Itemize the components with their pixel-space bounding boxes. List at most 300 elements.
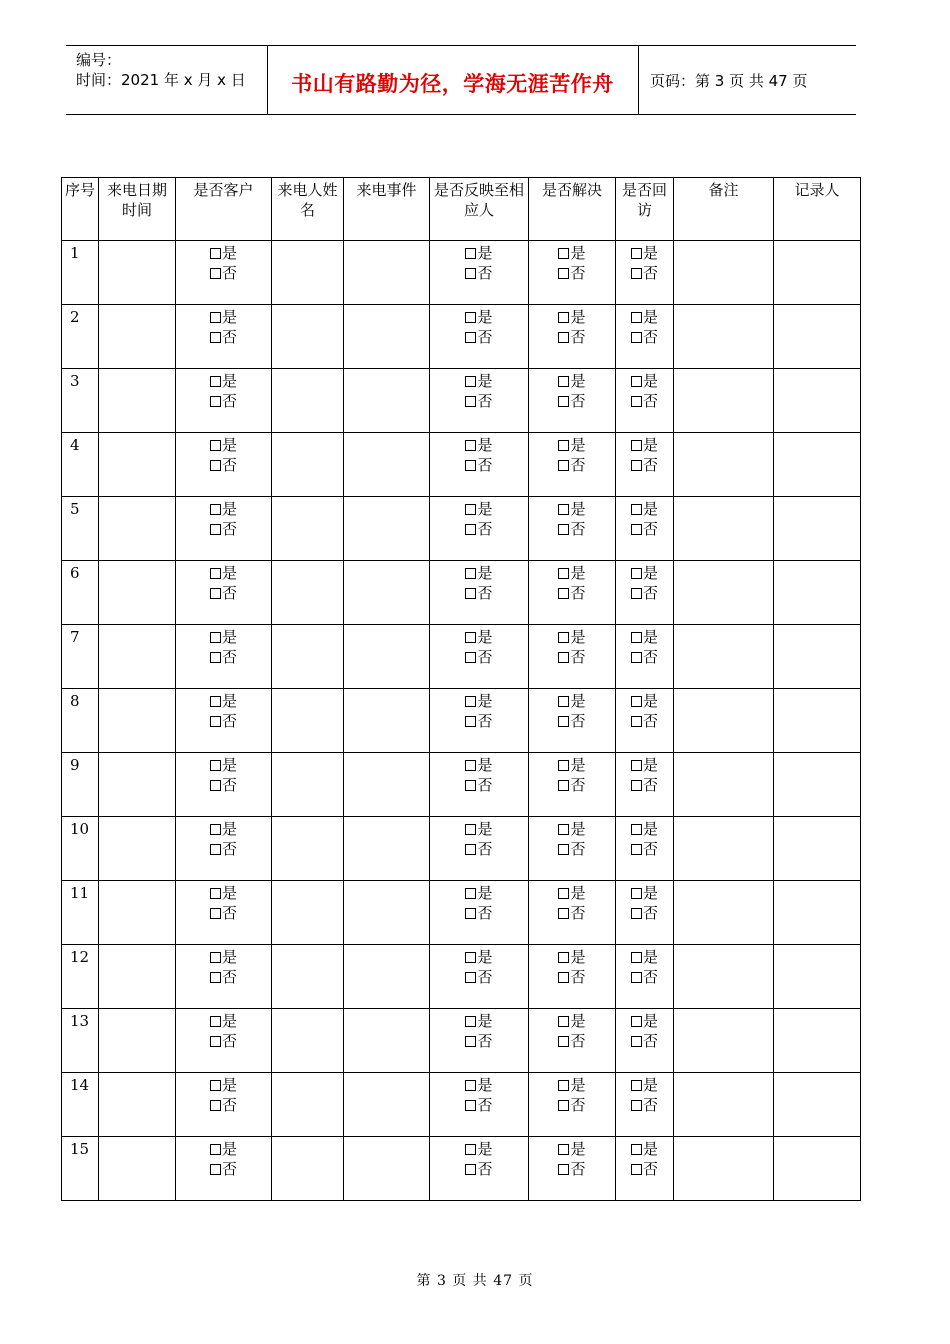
checkbox-icon[interactable] — [465, 716, 476, 727]
checkbox-icon[interactable] — [210, 952, 221, 963]
recorder-cell[interactable] — [774, 945, 861, 1009]
checkbox-icon[interactable] — [631, 460, 642, 471]
resolved-cell-option-no[interactable] — [533, 775, 611, 795]
datetime-cell[interactable] — [99, 433, 176, 497]
checkbox-icon[interactable] — [558, 696, 569, 707]
checkbox-icon[interactable] — [210, 1144, 221, 1155]
checkbox-icon[interactable] — [210, 1164, 221, 1175]
call-event-cell[interactable] — [344, 753, 430, 817]
reported-cell-option-no[interactable] — [434, 711, 524, 731]
caller-name-cell[interactable] — [272, 241, 344, 305]
call-event-cell[interactable] — [344, 1137, 430, 1201]
checkbox-icon[interactable] — [210, 568, 221, 579]
is-customer-cell-option-no[interactable] — [180, 775, 267, 795]
checkbox-icon[interactable] — [631, 312, 642, 323]
notes-cell[interactable] — [674, 625, 774, 689]
checkbox-icon[interactable] — [558, 716, 569, 727]
resolved-cell-option-no[interactable] — [533, 263, 611, 283]
checkbox-icon[interactable] — [210, 504, 221, 515]
checkbox-icon[interactable] — [558, 1036, 569, 1047]
checkbox-icon[interactable] — [465, 588, 476, 599]
reported-cell-option-no[interactable] — [434, 839, 524, 859]
resolved-cell-option-no[interactable] — [533, 327, 611, 347]
notes-cell[interactable] — [674, 881, 774, 945]
checkbox-icon[interactable] — [465, 376, 476, 387]
caller-name-cell[interactable] — [272, 817, 344, 881]
revisited-cell-option-yes[interactable] — [620, 243, 669, 263]
revisited-cell-option-no[interactable] — [620, 839, 669, 859]
revisited-cell-option-no[interactable] — [620, 711, 669, 731]
reported-cell-option-yes[interactable] — [434, 819, 524, 839]
checkbox-icon[interactable] — [631, 588, 642, 599]
is-customer-cell-option-no[interactable] — [180, 263, 267, 283]
checkbox-icon[interactable] — [631, 824, 642, 835]
checkbox-icon[interactable] — [631, 376, 642, 387]
reported-cell-option-yes[interactable] — [434, 1139, 524, 1159]
resolved-cell-option-no[interactable] — [533, 1159, 611, 1179]
checkbox-icon[interactable] — [558, 568, 569, 579]
revisited-cell-option-no[interactable] — [620, 647, 669, 667]
resolved-cell-option-no[interactable] — [533, 903, 611, 923]
checkbox-icon[interactable] — [558, 588, 569, 599]
checkbox-icon[interactable] — [210, 460, 221, 471]
caller-name-cell[interactable] — [272, 625, 344, 689]
reported-cell-option-yes[interactable] — [434, 947, 524, 967]
checkbox-icon[interactable] — [465, 696, 476, 707]
datetime-cell[interactable] — [99, 753, 176, 817]
checkbox-icon[interactable] — [465, 760, 476, 771]
reported-cell-option-no[interactable] — [434, 1031, 524, 1051]
is-customer-cell-option-yes[interactable] — [180, 883, 267, 903]
resolved-cell-option-yes[interactable] — [533, 1139, 611, 1159]
checkbox-icon[interactable] — [465, 952, 476, 963]
is-customer-cell-option-yes[interactable] — [180, 243, 267, 263]
is-customer-cell-option-no[interactable] — [180, 455, 267, 475]
is-customer-cell-option-no[interactable] — [180, 903, 267, 923]
recorder-cell[interactable] — [774, 1009, 861, 1073]
is-customer-cell-option-no[interactable] — [180, 967, 267, 987]
checkbox-icon[interactable] — [631, 396, 642, 407]
checkbox-icon[interactable] — [631, 972, 642, 983]
notes-cell[interactable] — [674, 945, 774, 1009]
checkbox-icon[interactable] — [465, 1144, 476, 1155]
resolved-cell-option-yes[interactable] — [533, 627, 611, 647]
revisited-cell-option-no[interactable] — [620, 327, 669, 347]
checkbox-icon[interactable] — [558, 652, 569, 663]
recorder-cell[interactable] — [774, 625, 861, 689]
checkbox-icon[interactable] — [631, 524, 642, 535]
checkbox-icon[interactable] — [631, 952, 642, 963]
checkbox-icon[interactable] — [465, 888, 476, 899]
checkbox-icon[interactable] — [631, 716, 642, 727]
checkbox-icon[interactable] — [210, 632, 221, 643]
notes-cell[interactable] — [674, 1073, 774, 1137]
checkbox-icon[interactable] — [210, 716, 221, 727]
checkbox-icon[interactable] — [558, 460, 569, 471]
revisited-cell-option-no[interactable] — [620, 1159, 669, 1179]
checkbox-icon[interactable] — [558, 972, 569, 983]
reported-cell-option-no[interactable] — [434, 1095, 524, 1115]
datetime-cell[interactable] — [99, 369, 176, 433]
reported-cell-option-no[interactable] — [434, 1159, 524, 1179]
checkbox-icon[interactable] — [210, 524, 221, 535]
datetime-cell[interactable] — [99, 241, 176, 305]
checkbox-icon[interactable] — [558, 332, 569, 343]
checkbox-icon[interactable] — [465, 972, 476, 983]
reported-cell-option-yes[interactable] — [434, 1075, 524, 1095]
is-customer-cell-option-yes[interactable] — [180, 499, 267, 519]
revisited-cell-option-no[interactable] — [620, 583, 669, 603]
notes-cell[interactable] — [674, 1137, 774, 1201]
caller-name-cell[interactable] — [272, 1009, 344, 1073]
datetime-cell[interactable] — [99, 1009, 176, 1073]
datetime-cell[interactable] — [99, 1137, 176, 1201]
checkbox-icon[interactable] — [631, 652, 642, 663]
checkbox-icon[interactable] — [465, 780, 476, 791]
caller-name-cell[interactable] — [272, 881, 344, 945]
caller-name-cell[interactable] — [272, 561, 344, 625]
checkbox-icon[interactable] — [558, 1080, 569, 1091]
revisited-cell-option-no[interactable] — [620, 455, 669, 475]
resolved-cell-option-no[interactable] — [533, 967, 611, 987]
checkbox-icon[interactable] — [465, 440, 476, 451]
checkbox-icon[interactable] — [210, 332, 221, 343]
revisited-cell-option-no[interactable] — [620, 1095, 669, 1115]
caller-name-cell[interactable] — [272, 369, 344, 433]
revisited-cell-option-yes[interactable] — [620, 755, 669, 775]
resolved-cell-option-yes[interactable] — [533, 1011, 611, 1031]
checkbox-icon[interactable] — [465, 312, 476, 323]
checkbox-icon[interactable] — [465, 844, 476, 855]
revisited-cell-option-no[interactable] — [620, 519, 669, 539]
checkbox-icon[interactable] — [465, 248, 476, 259]
caller-name-cell[interactable] — [272, 689, 344, 753]
datetime-cell[interactable] — [99, 817, 176, 881]
resolved-cell-option-no[interactable] — [533, 583, 611, 603]
caller-name-cell[interactable] — [272, 945, 344, 1009]
reported-cell-option-no[interactable] — [434, 775, 524, 795]
recorder-cell[interactable] — [774, 817, 861, 881]
resolved-cell-option-yes[interactable] — [533, 307, 611, 327]
is-customer-cell-option-yes[interactable] — [180, 627, 267, 647]
datetime-cell[interactable] — [99, 945, 176, 1009]
checkbox-icon[interactable] — [558, 1144, 569, 1155]
checkbox-icon[interactable] — [558, 824, 569, 835]
revisited-cell-option-no[interactable] — [620, 967, 669, 987]
checkbox-icon[interactable] — [558, 504, 569, 515]
call-event-cell[interactable] — [344, 1009, 430, 1073]
call-event-cell[interactable] — [344, 1073, 430, 1137]
checkbox-icon[interactable] — [558, 268, 569, 279]
checkbox-icon[interactable] — [210, 844, 221, 855]
resolved-cell-option-yes[interactable] — [533, 499, 611, 519]
call-event-cell[interactable] — [344, 625, 430, 689]
reported-cell-option-yes[interactable] — [434, 307, 524, 327]
checkbox-icon[interactable] — [558, 312, 569, 323]
resolved-cell-option-yes[interactable] — [533, 883, 611, 903]
call-event-cell[interactable] — [344, 945, 430, 1009]
call-event-cell[interactable] — [344, 369, 430, 433]
is-customer-cell-option-yes[interactable] — [180, 1011, 267, 1031]
recorder-cell[interactable] — [774, 689, 861, 753]
reported-cell-option-yes[interactable] — [434, 435, 524, 455]
datetime-cell[interactable] — [99, 881, 176, 945]
checkbox-icon[interactable] — [210, 1016, 221, 1027]
notes-cell[interactable] — [674, 689, 774, 753]
is-customer-cell-option-yes[interactable] — [180, 755, 267, 775]
checkbox-icon[interactable] — [631, 908, 642, 919]
checkbox-icon[interactable] — [210, 652, 221, 663]
resolved-cell-option-yes[interactable] — [533, 819, 611, 839]
recorder-cell[interactable] — [774, 753, 861, 817]
checkbox-icon[interactable] — [631, 1144, 642, 1155]
revisited-cell-option-yes[interactable] — [620, 627, 669, 647]
recorder-cell[interactable] — [774, 561, 861, 625]
is-customer-cell-option-yes[interactable] — [180, 819, 267, 839]
revisited-cell-option-no[interactable] — [620, 391, 669, 411]
resolved-cell-option-no[interactable] — [533, 455, 611, 475]
notes-cell[interactable] — [674, 305, 774, 369]
resolved-cell-option-no[interactable] — [533, 647, 611, 667]
checkbox-icon[interactable] — [631, 568, 642, 579]
checkbox-icon[interactable] — [465, 504, 476, 515]
is-customer-cell-option-no[interactable] — [180, 1031, 267, 1051]
is-customer-cell-option-yes[interactable] — [180, 563, 267, 583]
revisited-cell-option-yes[interactable] — [620, 435, 669, 455]
notes-cell[interactable] — [674, 817, 774, 881]
checkbox-icon[interactable] — [558, 760, 569, 771]
reported-cell-option-yes[interactable] — [434, 243, 524, 263]
checkbox-icon[interactable] — [558, 376, 569, 387]
recorder-cell[interactable] — [774, 305, 861, 369]
checkbox-icon[interactable] — [465, 396, 476, 407]
is-customer-cell-option-no[interactable] — [180, 327, 267, 347]
checkbox-icon[interactable] — [210, 780, 221, 791]
caller-name-cell[interactable] — [272, 305, 344, 369]
is-customer-cell-option-yes[interactable] — [180, 1139, 267, 1159]
checkbox-icon[interactable] — [465, 908, 476, 919]
resolved-cell-option-yes[interactable] — [533, 947, 611, 967]
checkbox-icon[interactable] — [210, 396, 221, 407]
is-customer-cell-option-yes[interactable] — [180, 691, 267, 711]
checkbox-icon[interactable] — [558, 632, 569, 643]
checkbox-icon[interactable] — [465, 1100, 476, 1111]
checkbox-icon[interactable] — [210, 696, 221, 707]
notes-cell[interactable] — [674, 497, 774, 561]
reported-cell-option-no[interactable] — [434, 903, 524, 923]
reported-cell-option-yes[interactable] — [434, 563, 524, 583]
checkbox-icon[interactable] — [210, 312, 221, 323]
notes-cell[interactable] — [674, 1009, 774, 1073]
checkbox-icon[interactable] — [631, 268, 642, 279]
revisited-cell-option-no[interactable] — [620, 1031, 669, 1051]
resolved-cell-option-yes[interactable] — [533, 1075, 611, 1095]
checkbox-icon[interactable] — [465, 632, 476, 643]
checkbox-icon[interactable] — [210, 888, 221, 899]
revisited-cell-option-no[interactable] — [620, 903, 669, 923]
checkbox-icon[interactable] — [631, 696, 642, 707]
resolved-cell-option-no[interactable] — [533, 1095, 611, 1115]
checkbox-icon[interactable] — [465, 1016, 476, 1027]
reported-cell-option-yes[interactable] — [434, 755, 524, 775]
resolved-cell-option-yes[interactable] — [533, 243, 611, 263]
call-event-cell[interactable] — [344, 689, 430, 753]
resolved-cell-option-no[interactable] — [533, 839, 611, 859]
resolved-cell-option-no[interactable] — [533, 391, 611, 411]
notes-cell[interactable] — [674, 753, 774, 817]
resolved-cell-option-yes[interactable] — [533, 371, 611, 391]
checkbox-icon[interactable] — [210, 1036, 221, 1047]
checkbox-icon[interactable] — [210, 824, 221, 835]
caller-name-cell[interactable] — [272, 433, 344, 497]
checkbox-icon[interactable] — [210, 1080, 221, 1091]
notes-cell[interactable] — [674, 561, 774, 625]
revisited-cell-option-yes[interactable] — [620, 371, 669, 391]
recorder-cell[interactable] — [774, 433, 861, 497]
reported-cell-option-yes[interactable] — [434, 1011, 524, 1031]
resolved-cell-option-no[interactable] — [533, 519, 611, 539]
checkbox-icon[interactable] — [631, 780, 642, 791]
revisited-cell-option-yes[interactable] — [620, 1011, 669, 1031]
checkbox-icon[interactable] — [210, 248, 221, 259]
caller-name-cell[interactable] — [272, 497, 344, 561]
is-customer-cell-option-yes[interactable] — [180, 435, 267, 455]
call-event-cell[interactable] — [344, 433, 430, 497]
datetime-cell[interactable] — [99, 625, 176, 689]
reported-cell-option-yes[interactable] — [434, 499, 524, 519]
resolved-cell-option-no[interactable] — [533, 1031, 611, 1051]
recorder-cell[interactable] — [774, 241, 861, 305]
checkbox-icon[interactable] — [465, 1164, 476, 1175]
notes-cell[interactable] — [674, 433, 774, 497]
revisited-cell-option-yes[interactable] — [620, 307, 669, 327]
checkbox-icon[interactable] — [631, 440, 642, 451]
checkbox-icon[interactable] — [631, 504, 642, 515]
is-customer-cell-option-yes[interactable] — [180, 947, 267, 967]
datetime-cell[interactable] — [99, 561, 176, 625]
checkbox-icon[interactable] — [558, 780, 569, 791]
call-event-cell[interactable] — [344, 817, 430, 881]
reported-cell-option-yes[interactable] — [434, 691, 524, 711]
recorder-cell[interactable] — [774, 1073, 861, 1137]
revisited-cell-option-yes[interactable] — [620, 1139, 669, 1159]
notes-cell[interactable] — [674, 369, 774, 433]
caller-name-cell[interactable] — [272, 1137, 344, 1201]
resolved-cell-option-yes[interactable] — [533, 755, 611, 775]
checkbox-icon[interactable] — [210, 440, 221, 451]
checkbox-icon[interactable] — [465, 1036, 476, 1047]
checkbox-icon[interactable] — [465, 652, 476, 663]
reported-cell-option-no[interactable] — [434, 455, 524, 475]
checkbox-icon[interactable] — [631, 760, 642, 771]
datetime-cell[interactable] — [99, 305, 176, 369]
is-customer-cell-option-no[interactable] — [180, 647, 267, 667]
checkbox-icon[interactable] — [210, 1100, 221, 1111]
datetime-cell[interactable] — [99, 497, 176, 561]
checkbox-icon[interactable] — [631, 1036, 642, 1047]
reported-cell-option-yes[interactable] — [434, 627, 524, 647]
caller-name-cell[interactable] — [272, 753, 344, 817]
is-customer-cell-option-no[interactable] — [180, 839, 267, 859]
revisited-cell-option-no[interactable] — [620, 263, 669, 283]
datetime-cell[interactable] — [99, 1073, 176, 1137]
checkbox-icon[interactable] — [558, 440, 569, 451]
reported-cell-option-yes[interactable] — [434, 371, 524, 391]
checkbox-icon[interactable] — [631, 1080, 642, 1091]
is-customer-cell-option-yes[interactable] — [180, 371, 267, 391]
caller-name-cell[interactable] — [272, 1073, 344, 1137]
resolved-cell-option-yes[interactable] — [533, 435, 611, 455]
is-customer-cell-option-yes[interactable] — [180, 1075, 267, 1095]
checkbox-icon[interactable] — [631, 1164, 642, 1175]
checkbox-icon[interactable] — [210, 908, 221, 919]
checkbox-icon[interactable] — [210, 760, 221, 771]
recorder-cell[interactable] — [774, 497, 861, 561]
checkbox-icon[interactable] — [558, 844, 569, 855]
checkbox-icon[interactable] — [631, 248, 642, 259]
checkbox-icon[interactable] — [465, 268, 476, 279]
reported-cell-option-yes[interactable] — [434, 883, 524, 903]
checkbox-icon[interactable] — [465, 824, 476, 835]
revisited-cell-option-yes[interactable] — [620, 819, 669, 839]
checkbox-icon[interactable] — [631, 888, 642, 899]
checkbox-icon[interactable] — [558, 396, 569, 407]
revisited-cell-option-yes[interactable] — [620, 883, 669, 903]
reported-cell-option-no[interactable] — [434, 519, 524, 539]
checkbox-icon[interactable] — [465, 460, 476, 471]
revisited-cell-option-yes[interactable] — [620, 691, 669, 711]
revisited-cell-option-yes[interactable] — [620, 947, 669, 967]
checkbox-icon[interactable] — [558, 908, 569, 919]
checkbox-icon[interactable] — [210, 588, 221, 599]
notes-cell[interactable] — [674, 241, 774, 305]
is-customer-cell-option-yes[interactable] — [180, 307, 267, 327]
reported-cell-option-no[interactable] — [434, 263, 524, 283]
checkbox-icon[interactable] — [558, 1164, 569, 1175]
revisited-cell-option-no[interactable] — [620, 775, 669, 795]
revisited-cell-option-yes[interactable] — [620, 499, 669, 519]
is-customer-cell-option-no[interactable] — [180, 391, 267, 411]
reported-cell-option-no[interactable] — [434, 647, 524, 667]
is-customer-cell-option-no[interactable] — [180, 711, 267, 731]
call-event-cell[interactable] — [344, 497, 430, 561]
datetime-cell[interactable] — [99, 689, 176, 753]
revisited-cell-option-yes[interactable] — [620, 563, 669, 583]
checkbox-icon[interactable] — [558, 1100, 569, 1111]
checkbox-icon[interactable] — [631, 1100, 642, 1111]
is-customer-cell-option-no[interactable] — [180, 1095, 267, 1115]
revisited-cell-option-yes[interactable] — [620, 1075, 669, 1095]
checkbox-icon[interactable] — [558, 952, 569, 963]
checkbox-icon[interactable] — [558, 888, 569, 899]
is-customer-cell-option-no[interactable] — [180, 583, 267, 603]
resolved-cell-option-no[interactable] — [533, 711, 611, 731]
checkbox-icon[interactable] — [631, 632, 642, 643]
checkbox-icon[interactable] — [210, 376, 221, 387]
call-event-cell[interactable] — [344, 305, 430, 369]
reported-cell-option-no[interactable] — [434, 967, 524, 987]
checkbox-icon[interactable] — [465, 568, 476, 579]
resolved-cell-option-yes[interactable] — [533, 563, 611, 583]
checkbox-icon[interactable] — [558, 248, 569, 259]
reported-cell-option-no[interactable] — [434, 391, 524, 411]
checkbox-icon[interactable] — [558, 524, 569, 535]
checkbox-icon[interactable] — [210, 972, 221, 983]
recorder-cell[interactable] — [774, 369, 861, 433]
recorder-cell[interactable] — [774, 1137, 861, 1201]
checkbox-icon[interactable] — [465, 332, 476, 343]
checkbox-icon[interactable] — [210, 268, 221, 279]
